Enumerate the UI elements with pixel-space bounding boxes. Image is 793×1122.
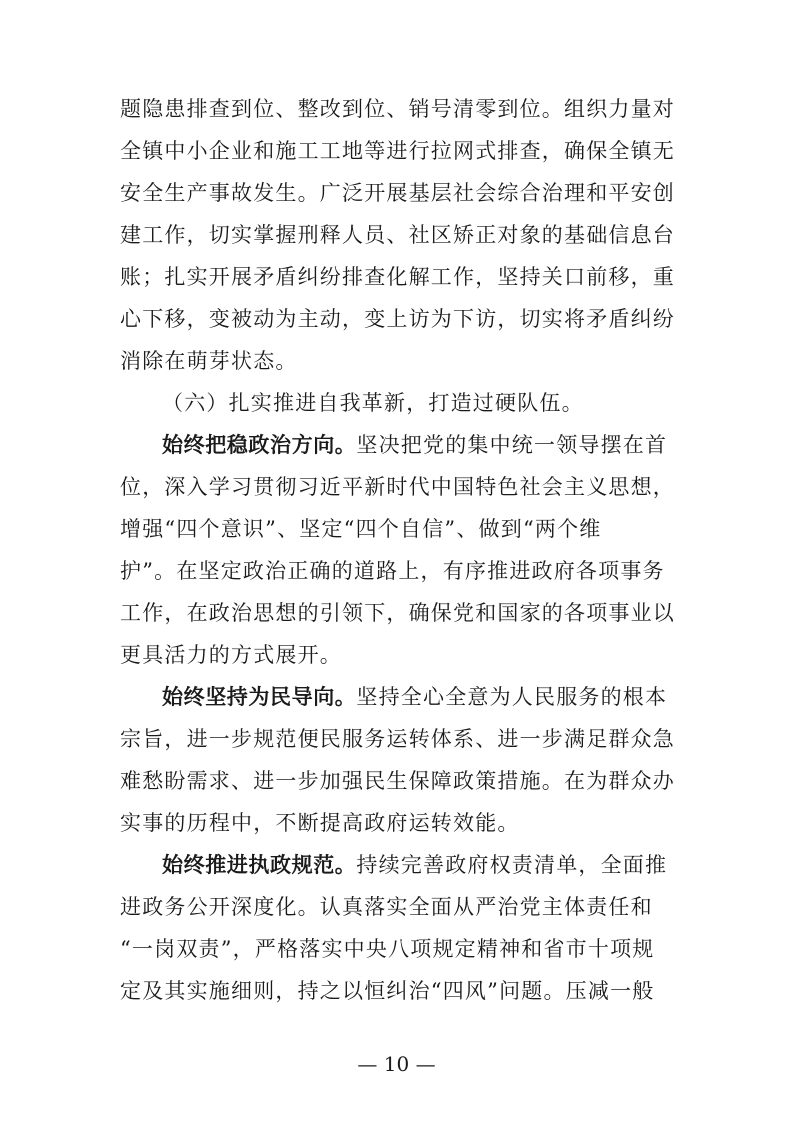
paragraph-line: [120, 424, 675, 466]
text-line: 宗旨，进一步规范便民服务运转体系、进一步满足群众急: [120, 727, 675, 751]
text-line: 难愁盼需求、进一步加强民生保障政策措施。在为群众办: [120, 769, 675, 793]
paragraph-text: 坚决把党的集中统一领导摆在首: [356, 433, 668, 457]
text-line: 位，深入学习贯彻习近平新时代中国特色社会主义思想，: [120, 475, 675, 499]
text-line: 更具活力的方式展开。: [120, 643, 342, 667]
text-line: 工作，在政治思想的引领下，确保党和国家的各项事业以: [120, 601, 675, 625]
page-number: — 10 —: [357, 1052, 436, 1076]
paragraph-heading: 始终坚持为民导向。: [162, 685, 357, 709]
paragraph-text: 持续完善政府权责清单，全面推: [356, 853, 668, 877]
text-line: 账；扎实开展矛盾纠纷排查化解工作，坚持关口前移，重: [120, 265, 675, 289]
text-line: 安全生产事故发生。广泛开展基层社会综合治理和平安创: [120, 181, 675, 205]
text-line: 消除在萌芽状态。: [120, 349, 298, 373]
text-line: 心下移，变被动为主动，变上访为下访，切实将矛盾纠纷: [120, 307, 675, 331]
text-line: 题隐患排查到位、整改到位、销号清零到位。组织力量对: [120, 97, 675, 121]
paragraph-heading: 始终推进执政规范。: [162, 853, 357, 877]
paragraph-line: [120, 844, 675, 886]
text-line: 建工作，切实掌握刑释人员、社区矫正对象的基础信息台: [120, 223, 675, 247]
section-heading: （六）扎实推进自我革新，打造过硬队伍。: [162, 391, 584, 415]
paragraph-heading: 始终把稳政治方向。: [162, 433, 357, 457]
text-line: 护”。在坚定政治正确的道路上，有序推进政府各项事务: [120, 559, 665, 583]
text-line: “一岗双责”，严格落实中央八项规定精神和省市十项规: [120, 937, 655, 961]
paragraph-text: 坚持全心全意为人民服务的根本: [356, 685, 668, 709]
text-line: 增强“四个意识”、坚定“四个自信”、做到“两个维: [120, 517, 602, 541]
paragraph-line: [120, 676, 675, 718]
text-line: 进政务公开深度化。认真落实全面从严治党主体责任和: [120, 895, 653, 919]
text-line: 全镇中小企业和施工工地等进行拉网式排查，确保全镇无: [120, 139, 675, 163]
body-text: [120, 88, 675, 1012]
text-line: 实事的历程中，不断提高政府运转效能。: [120, 811, 520, 835]
text-line: 定及其实施细则，持之以恒纠治“四风”问题。压减一般: [120, 979, 655, 1003]
